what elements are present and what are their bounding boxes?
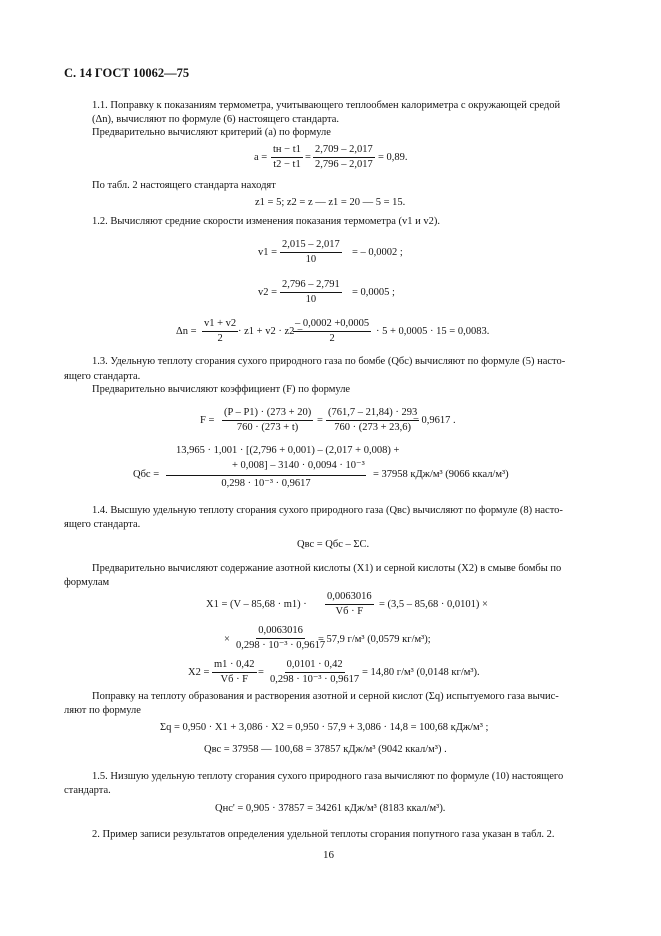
formula-X1b-num: 0,0063016 xyxy=(256,624,305,639)
formula-Qb-rhs: = 37958 кДж/м³ (9066 ккал/м³) xyxy=(373,469,509,480)
formula-X1-frac xyxy=(325,590,374,619)
formula-v1-rhs: = – 0,0002 ; xyxy=(352,247,403,258)
para-1-1-line2: (Δn), вычисляют по формуле (6) настоящего стандарта. xyxy=(92,114,339,125)
para-1-5-line1: 1.5. Низшую удельную теплоту сгорания сухого природного газа вычисляют по формуле (10) настоящего xyxy=(92,771,564,782)
formula-v1-frac xyxy=(280,238,342,267)
formula-dn-frac1 xyxy=(202,317,238,346)
formula-v2-lhs: v2 = xyxy=(258,287,278,298)
formula-X2-frac2 xyxy=(268,658,361,687)
para-corr-line1: Поправку на теплоту образования и растворения азотной и серной кислот (Σq) испытуемого газа вычис- xyxy=(92,691,559,702)
formula-v2-frac xyxy=(280,278,342,307)
formula-Qb-fraction-bar xyxy=(166,475,366,476)
formula-X2-eq: = xyxy=(258,667,264,678)
formula-F-frac2-den: 760 · (273 + 23,6) xyxy=(334,422,412,433)
formula-Qv2: Qвс = 37958 — 100,68 = 37857 кДж/м³ (9042 ккал/м³) . xyxy=(204,744,447,755)
formula-dn-frac2-den: 2 xyxy=(329,333,335,344)
para-1-3-line1: 1.3. Удельную теплоту сгорания сухого природного газа по бомбе (Qбс) вычисляют по формуле (5) насто- xyxy=(92,356,566,367)
formula-X2-frac1-den: Vб · F xyxy=(220,674,249,685)
para-1-3-line2: ящего стандарта. xyxy=(64,371,141,382)
formula-dn-frac1-den: 2 xyxy=(217,333,223,344)
formula-F-frac1 xyxy=(222,406,313,435)
formula-F-lhs: F = xyxy=(200,415,215,426)
para-1-1-line3: Предварительно вычисляют критерий (a) по формуле xyxy=(92,127,331,138)
formula-Qb-den: 0,298 · 10⁻³ · 0,9617 xyxy=(221,478,311,489)
formula-dn-frac1-num: v1 + v2 xyxy=(202,317,238,332)
formula-z: z1 = 5; z2 = z — z1 = 20 — 5 = 15. xyxy=(255,197,406,208)
page-header: С. 14 ГОСТ 10062—75 xyxy=(64,66,190,80)
formula-F-frac2-num: (761,7 – 21,84) · 293 xyxy=(326,406,419,421)
formula-X2-frac2-num: 0,0101 · 0,42 xyxy=(285,658,345,673)
formula-v1-lhs: v1 = xyxy=(258,247,278,258)
para-1-2: 1.2. Вычисляют средние скорости изменения показания термометра (v1 и v2). xyxy=(92,216,440,227)
formula-dn-frac2-num: – 0,0002 +0,0005 xyxy=(293,317,371,332)
formula-dn-rhs: · 5 + 0,0005 · 15 = 0,0083. xyxy=(376,326,490,337)
formula-Qv: Qвс = Qбс – ΣC. xyxy=(297,539,370,550)
formula-a-frac1-den: t2 − t1 xyxy=(273,159,301,170)
formula-F-frac1-den: 760 · (273 + t) xyxy=(236,422,299,433)
formula-F-frac1-num: (P – P1) · (273 + 20) xyxy=(222,406,313,421)
formula-Qb-lhs: Qбс = xyxy=(133,469,160,480)
formula-a-frac1-num: tн − t1 xyxy=(271,143,303,158)
para-2: 2. Пример записи результатов определения удельной теплоты сгорания попутного газа указан в табл. 2. xyxy=(92,829,555,840)
formula-a-frac2 xyxy=(313,143,375,172)
page-number: 16 xyxy=(323,849,334,861)
para-corr-line2: ляют по формуле xyxy=(64,705,141,716)
formula-v2-rhs: = 0,0005 ; xyxy=(352,287,395,298)
formula-X1b-rhs: = 57,9 г/м³ (0,0579 кг/м³); xyxy=(318,634,431,645)
formula-dn-lhs: Δn = xyxy=(176,326,197,337)
formula-X1b-den: 0,298 · 10⁻³ · 0,9617 xyxy=(236,640,326,651)
formula-X1-rhs: = (3,5 – 85,68 · 0,0101) × xyxy=(379,599,488,610)
formula-dn-mid: · z1 + v2 · z2 = xyxy=(238,326,303,337)
formula-F-eq: = xyxy=(317,415,323,426)
formula-X1-den: Vб · F xyxy=(335,606,364,617)
formula-a-eq: = xyxy=(305,152,311,163)
formula-X1-lhs: X1 = (V – 85,68 · m1) · xyxy=(206,599,307,610)
formula-X1-num: 0,0063016 xyxy=(325,590,374,605)
formula-a-lhs: a = xyxy=(254,152,268,163)
formula-X2-rhs: = 14,80 г/м³ (0,0148 кг/м³). xyxy=(362,667,480,678)
formula-a-frac2-den: 2,796 – 2,017 xyxy=(315,159,373,170)
formula-X2-frac2-den: 0,298 · 10⁻³ · 0,9617 xyxy=(270,674,360,685)
formula-v1-num: 2,015 – 2,017 xyxy=(280,238,342,253)
formula-Qb-num2: + 0,008] – 3140 · 0,0094 · 10⁻³ xyxy=(232,460,365,471)
para-acid-line1: Предварительно вычисляют содержание азотной кислоты (X1) и серной кислоты (X2) в смыве бомбы по xyxy=(92,563,562,574)
para-1-1-line1: 1.1. Поправку к показаниям термометра, учитывающего теплообмен калориметра с окружающей средой xyxy=(92,100,561,111)
formula-X2-frac1 xyxy=(212,658,257,687)
formula-v2-num: 2,796 – 2,791 xyxy=(280,278,342,293)
formula-Qn: Qнс' = 0,905 · 37857 = 34261 кДж/м³ (8183 ккал/м³). xyxy=(215,803,446,814)
para-tab2: По табл. 2 настоящего стандарта находят xyxy=(92,180,276,191)
para-acid-line2: формулам xyxy=(64,577,110,588)
formula-v1-den: 10 xyxy=(305,254,317,265)
formula-X1b-frac xyxy=(234,624,327,653)
formula-Qb-num1: 13,965 · 1,001 · [(2,796 + 0,001) – (2,017 + 0,008) + xyxy=(176,445,400,456)
formula-sq: Σq = 0,950 · X1 + 3,086 · X2 = 0,950 · 57,9 + 3,086 · 14,8 = 100,68 кДж/м³ ; xyxy=(160,722,489,733)
formula-a-rhs: = 0,89. xyxy=(378,152,408,163)
formula-a-frac1 xyxy=(271,143,303,172)
formula-dn-frac2 xyxy=(293,317,371,346)
formula-F-rhs: = 0,9617 . xyxy=(413,415,456,426)
formula-v2-den: 10 xyxy=(305,294,317,305)
para-1-4-line1: 1.4. Высшую удельную теплоту сгорания сухого природного газа (Qвс) вычисляют по формуле (8) насто- xyxy=(92,505,563,516)
formula-F-frac2 xyxy=(326,406,419,435)
formula-a-frac2-num: 2,709 – 2,017 xyxy=(313,143,375,158)
formula-X2-lhs: X2 = xyxy=(188,667,210,678)
para-1-5-line2: стандарта. xyxy=(64,785,111,796)
formula-X1b-lhs: × xyxy=(224,634,230,645)
formula-X2-frac1-num: m1 · 0,42 xyxy=(212,658,257,673)
para-1-4-line2: ящего стандарта. xyxy=(64,519,141,530)
para-1-3-line3: Предварительно вычисляют коэффициент (F) по формуле xyxy=(92,384,351,395)
